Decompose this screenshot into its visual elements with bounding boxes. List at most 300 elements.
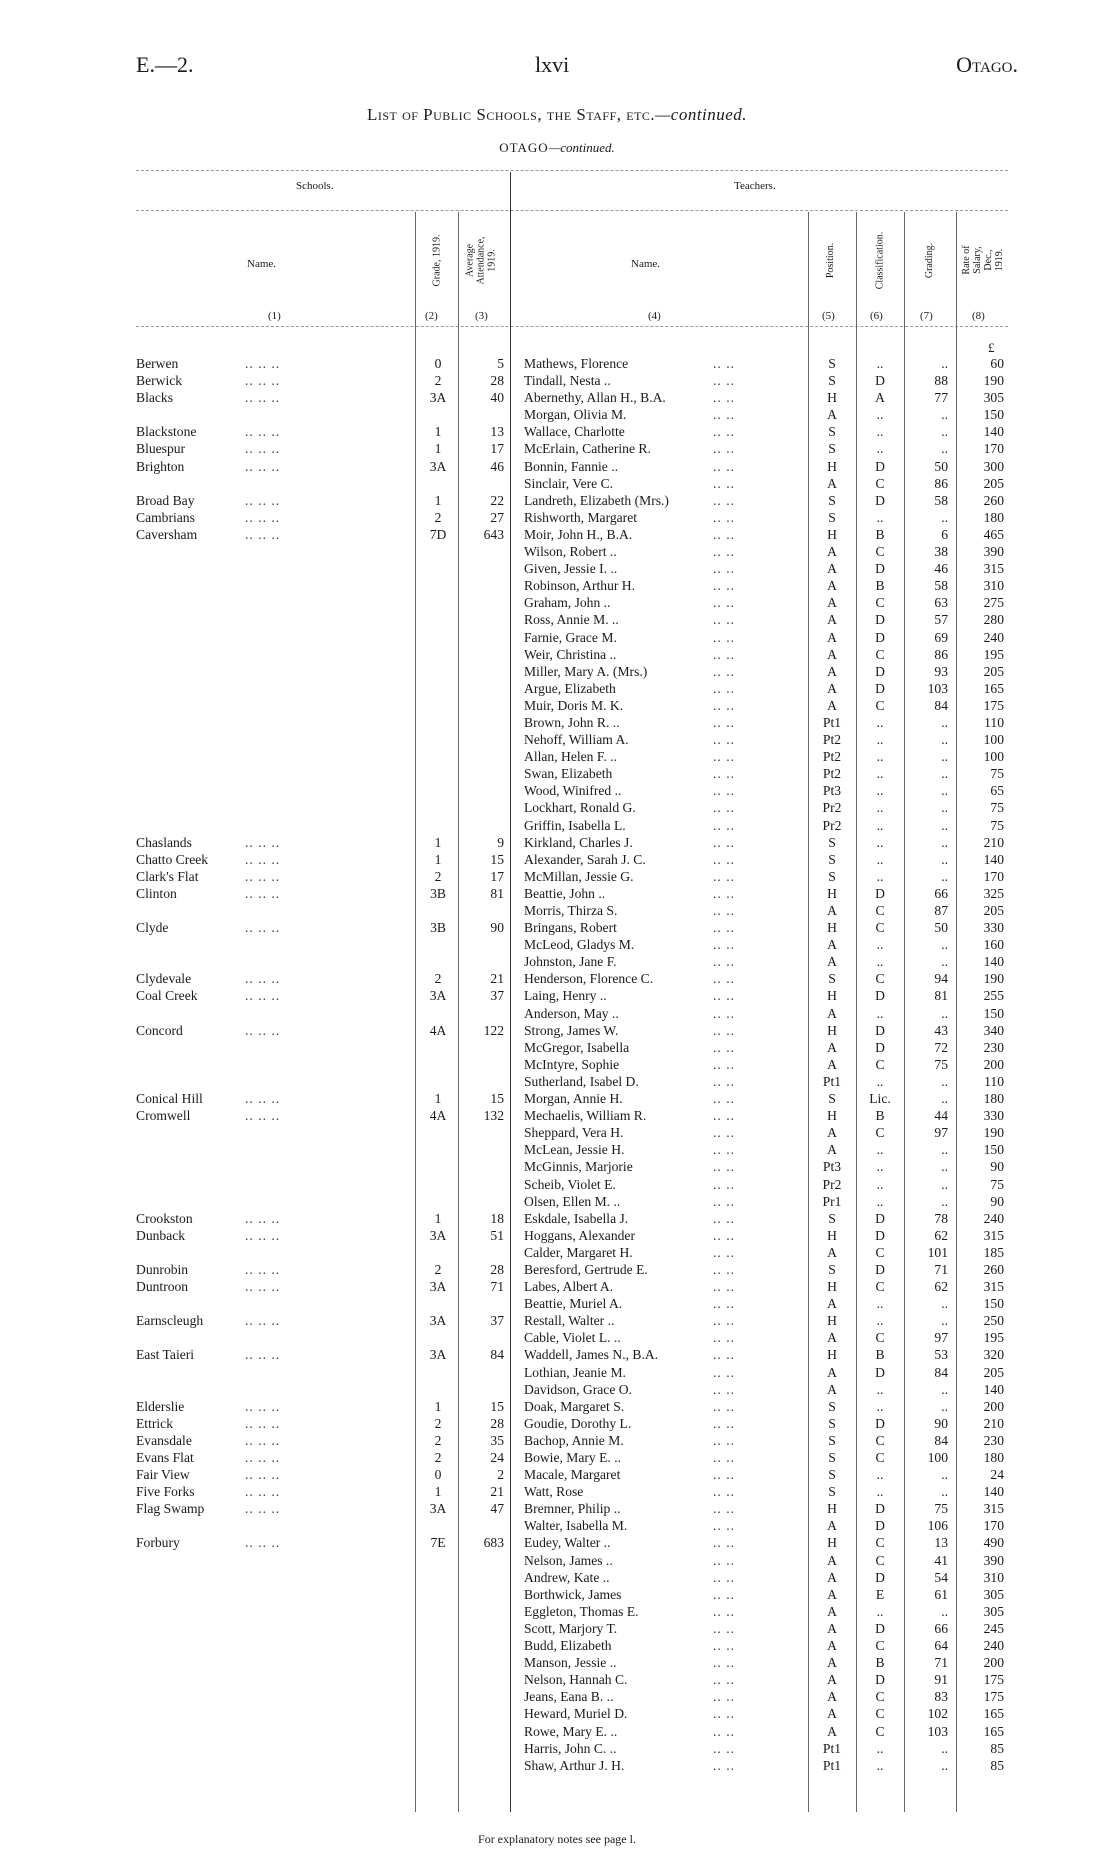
teacher-position: A [827,544,837,560]
table-row [0,577,1114,594]
salary-rate: 65 [990,783,1004,799]
leader-dots: .. .. [713,937,735,953]
teacher-position: A [827,1296,837,1312]
teacher-classification: .. [876,817,884,833]
leader-dots: .. .. [713,971,735,987]
salary-rate: 210 [983,834,1004,850]
salary-header: Rate of Salary, Dec., 1919. [961,245,1005,275]
teacher-grading: 57 [934,612,948,628]
teacher-grading: 94 [934,971,948,987]
teacher-grading: .. [941,1176,948,1192]
leader-dots: .. .. [713,920,735,936]
teacher-classification: .. [876,1484,884,1500]
page-code: E.—2. [136,52,194,77]
average-attendance: 84 [490,1347,504,1363]
teacher-name: Harris, John C. .. [524,1740,617,1756]
salary-rate: 180 [983,509,1004,525]
teacher-position: A [827,1518,837,1534]
group-header-rule [136,210,1008,211]
teacher-name: McErlain, Catherine R. [524,441,651,457]
teacher-name: Weir, Christina .. [524,646,617,662]
teacher-classification: D [875,1022,885,1038]
table-row [0,1586,1114,1603]
teacher-grading: 69 [934,629,948,645]
table-row [0,1141,1114,1158]
teacher-name: Strong, James W. [524,1022,619,1038]
teacher-position: A [827,578,837,594]
teacher-grading: .. [941,509,948,525]
table-row [0,680,1114,697]
teacher-classification: C [875,646,885,662]
teacher-classification: D [875,885,885,901]
table-row [0,1466,1114,1483]
leader-dots: .. .. [713,1569,735,1585]
school-grade: 3A [429,390,447,406]
teacher-name: Labes, Albert A. [524,1279,614,1295]
leader-dots: .. .. [713,1296,735,1312]
table-row [0,1364,1114,1381]
teacher-position: A [827,407,837,423]
teacher-position: Pt2 [822,766,842,782]
explanatory-note: For explanatory notes see page l. [478,1832,636,1846]
column-number: (3) [475,310,488,322]
salary-rate: 300 [983,458,1004,474]
staff-table-body [0,355,1114,1774]
school-grade: 1 [434,1398,442,1414]
leader-dots: .. .. .. [245,1398,281,1414]
salary-rate: 230 [983,1039,1004,1055]
leader-dots: .. .. [713,1227,735,1243]
salary-rate: 165 [983,680,1004,696]
school-name: Elderslie [136,1398,185,1414]
teacher-classification: .. [876,424,884,440]
salary-rate: 240 [983,1638,1004,1654]
leader-dots: .. .. [713,629,735,645]
table-row [0,1278,1114,1295]
teacher-position: H [827,458,837,474]
school-name: Cromwell [136,1108,191,1124]
salary-rate: 205 [983,663,1004,679]
teacher-name: Lothian, Jeanie M. [524,1364,626,1380]
teacher-classification: C [875,1056,885,1072]
teacher-position: A [827,1706,837,1722]
table-row [0,1176,1114,1193]
teacher-name: Waddell, James N., B.A. [524,1347,659,1363]
average-attendance: 22 [490,492,504,508]
leader-dots: .. .. [713,1022,735,1038]
leader-dots: .. .. [713,663,735,679]
school-grade: 2 [434,373,442,389]
teacher-name: Calder, Margaret H. [524,1244,633,1260]
teacher-grading: 13 [934,1535,948,1551]
school-grade: 7D [429,526,447,542]
teacher-grading: 63 [934,595,948,611]
teacher-name: Landreth, Elizabeth (Mrs.) [524,492,669,508]
leader-dots: .. .. [713,1638,735,1654]
table-row [0,1022,1114,1039]
salary-rate: 390 [983,1552,1004,1568]
teacher-position: S [828,492,836,508]
leader-dots: .. .. [713,1279,735,1295]
table-row [0,1620,1114,1637]
teacher-classification: .. [876,937,884,953]
teacher-classification: .. [876,509,884,525]
school-grade: 2 [434,1450,442,1465]
teacher-position: A [827,1056,837,1072]
teacher-grading: .. [941,1757,948,1773]
leader-dots: .. .. .. [245,1484,281,1500]
leader-dots: .. .. [713,1005,735,1021]
leader-dots: .. .. .. [245,1347,281,1363]
average-attendance: 37 [490,1313,504,1329]
teacher-grading: 103 [927,680,948,696]
salary-rate: 100 [983,732,1004,748]
table-row [0,1039,1114,1056]
teacher-name: Eskdale, Isabella J. [524,1210,629,1226]
leader-dots: .. .. [713,851,735,867]
table-row [0,1005,1114,1022]
teacher-grading: 62 [934,1227,948,1243]
table-row [0,1193,1114,1210]
leader-dots: .. .. [713,680,735,696]
table-row [0,1210,1114,1227]
school-grade: 1 [434,834,442,850]
salary-rate: 195 [983,1330,1004,1346]
leader-dots: .. .. [713,526,735,542]
teacher-classification: D [875,1415,885,1431]
leader-dots: .. .. [713,390,735,406]
leader-dots: .. .. [713,1039,735,1055]
school-name: Bluespur [136,441,186,457]
table-row [0,1740,1114,1757]
leader-dots: .. .. .. [245,834,281,850]
leader-dots: .. .. [713,1193,735,1209]
school-name: Evansdale [136,1432,192,1448]
teacher-grading: .. [941,937,948,953]
table-row [0,1637,1114,1654]
teacher-position: A [827,1005,837,1021]
teacher-classification: D [875,1672,885,1688]
teacher-grading: .. [941,868,948,884]
table-row [0,526,1114,543]
average-attendance: 28 [490,373,504,389]
salary-rate: 205 [983,903,1004,918]
teacher-name: Olsen, Ellen M. .. [524,1193,621,1209]
teacher-position: A [827,903,837,918]
school-name: Fair View [136,1467,190,1483]
school-name: Forbury [136,1535,180,1551]
teacher-position: A [827,1039,837,1055]
teacher-name: Sutherland, Isabel D. [524,1073,639,1089]
teacher-name: Mechaelis, William R. [524,1108,647,1124]
teacher-grading: 84 [934,1432,948,1448]
leader-dots: .. .. [713,903,735,918]
teacher-grading: 83 [934,1689,948,1705]
teacher-grading: .. [941,1467,948,1483]
teacher-grading: 97 [934,1330,948,1346]
teacher-grading: 81 [934,988,948,1004]
table-row [0,1534,1114,1551]
average-attendance: 35 [490,1432,504,1448]
teacher-classification: C [875,1552,885,1568]
school-name: Berwick [136,373,183,389]
table-row [0,1381,1114,1398]
teacher-position: H [827,390,837,406]
leader-dots: .. .. [713,1415,735,1431]
salary-rate: 85 [990,1740,1004,1756]
school-grade: 0 [434,356,442,371]
table-row [0,355,1114,372]
school-name: East Taieri [136,1347,195,1363]
school-name: Chatto Creek [136,851,209,867]
teacher-name: Argue, Elizabeth [524,680,616,696]
salary-rate: 60 [990,356,1004,371]
leader-dots: .. .. [713,783,735,799]
salary-rate: 165 [983,1706,1004,1722]
salary-rate: 280 [983,612,1004,628]
teacher-grading: 101 [927,1244,948,1260]
salary-rate: 185 [983,1244,1004,1260]
teacher-grading: 41 [934,1552,948,1568]
average-attendance: 27 [490,509,504,525]
teacher-grading: 100 [927,1450,948,1465]
table-row [0,1312,1114,1329]
leader-dots: .. .. [713,441,735,457]
salary-rate: 240 [983,1210,1004,1226]
leader-dots: .. .. [713,1313,735,1329]
teacher-position: A [827,954,837,970]
leader-dots: .. .. .. [245,1279,281,1295]
teachers-group-header: Teachers. [734,180,776,192]
table-row [0,987,1114,1004]
column-number: (1) [268,310,281,322]
teacher-position: A [827,475,837,491]
teacher-position: H [827,1108,837,1124]
leader-dots: .. .. .. [245,1261,281,1277]
table-row [0,885,1114,902]
column-number: (2) [425,310,438,322]
teacher-name: Johnston, Jane F. [524,954,617,970]
table-row [0,1158,1114,1175]
teacher-position: A [827,629,837,645]
teacher-classification: D [875,1261,885,1277]
teacher-position: A [827,1364,837,1380]
teacher-classification: B [875,578,885,594]
teacher-position: A [827,1620,837,1636]
teacher-name: Bremner, Philip .. [524,1501,621,1517]
page-number: lxvi [535,52,570,77]
teacher-classification: .. [876,800,884,816]
teacher-position: H [827,1313,837,1329]
teacher-name: Watt, Rose [524,1484,584,1500]
school-name: Five Forks [136,1484,195,1500]
column-header-rule [136,326,1008,327]
teacher-grading: 58 [934,492,948,508]
teacher-classification: D [875,663,885,679]
table-row [0,629,1114,646]
school-name: Evans Flat [136,1450,194,1465]
school-name: Clyde [136,920,169,936]
table-row [0,748,1114,765]
table-row [0,1295,1114,1312]
leader-dots: .. .. .. [245,356,281,371]
teacher-position: A [827,937,837,953]
teacher-name: Goudie, Dorothy L. [524,1415,632,1431]
table-row [0,389,1114,406]
teacher-grading: .. [941,1484,948,1500]
teacher-position: Pt1 [822,1073,842,1089]
teacher-name: Laing, Henry .. [524,988,607,1004]
teacher-grading: .. [941,783,948,799]
leader-dots: .. .. .. [245,1467,281,1483]
salary-rate: 150 [983,1296,1004,1312]
teacher-classification: B [875,1655,885,1671]
leader-dots: .. .. [713,1518,735,1534]
teacher-position: A [827,595,837,611]
leader-dots: .. .. [713,1056,735,1072]
leader-dots: .. .. .. [245,885,281,901]
table-row [0,1569,1114,1586]
teacher-position: Pr2 [822,800,842,816]
average-attendance: 90 [490,920,504,936]
teacher-position: A [827,1142,837,1158]
salary-rate: 245 [983,1620,1004,1636]
leader-dots: .. .. .. [245,1501,281,1517]
teacher-grading: 44 [934,1108,948,1124]
average-attendance: 683 [483,1535,504,1551]
leader-dots: .. .. [713,1620,735,1636]
leader-dots: .. .. [713,356,735,371]
average-attendance: 47 [490,1501,504,1517]
teacher-name: McGinnis, Marjorie [524,1159,633,1175]
table-row [0,440,1114,457]
teacher-grading: .. [941,749,948,765]
average-attendance: 24 [490,1450,504,1465]
table-row [0,406,1114,423]
leader-dots: .. .. .. [245,373,281,389]
teacher-classification: A [875,390,885,406]
teacher-name: Moir, John H., B.A. [524,526,633,542]
leader-dots: .. .. [713,509,735,525]
salary-rate: 260 [983,1261,1004,1277]
teacher-name: Graham, John .. [524,595,611,611]
school-grade: 1 [434,441,442,457]
teacher-position: A [827,561,837,577]
teacher-grading: 86 [934,475,948,491]
teacher-position: S [828,1467,836,1483]
average-attendance: 21 [490,1484,504,1500]
table-row [0,1090,1114,1107]
attendance-header: Average Attendance, 1919. [464,235,498,285]
salary-rate: 150 [983,407,1004,423]
school-grade: 3A [429,458,447,474]
salary-rate: 260 [983,492,1004,508]
teacher-position: S [828,1432,836,1448]
salary-rate: 140 [983,954,1004,970]
table-row [0,714,1114,731]
teacher-position: H [827,526,837,542]
leader-dots: .. .. .. [245,1450,281,1465]
salary-rate: 100 [983,749,1004,765]
teacher-position: S [828,373,836,389]
teacher-name: Walter, Isabella M. [524,1518,628,1534]
salary-rate: 315 [983,561,1004,577]
teacher-name: McMillan, Jessie G. [524,868,634,884]
leader-dots: .. .. [713,1091,735,1107]
table-row [0,1449,1114,1466]
teacher-grading: 43 [934,1022,948,1038]
teacher-classification: C [875,1432,885,1448]
teacher-classification: D [875,458,885,474]
teacher-grading: .. [941,1073,948,1089]
teacher-position: S [828,1210,836,1226]
salary-rate: 75 [990,766,1004,782]
table-row [0,868,1114,885]
table-row [0,1329,1114,1346]
teacher-classification: D [875,1227,885,1243]
salary-rate: 190 [983,1125,1004,1141]
teacher-name: Restall, Walter .. [524,1313,615,1329]
teacher-grading: 53 [934,1347,948,1363]
salary-rate: 180 [983,1091,1004,1107]
teacher-grading: 90 [934,1415,948,1431]
school-grade: 2 [434,1261,442,1277]
school-name: Clark's Flat [136,868,199,884]
leader-dots: .. .. [713,714,735,730]
teacher-name: Sinclair, Vere C. [524,475,614,491]
teacher-name: Eudey, Walter .. [524,1535,611,1551]
salary-rate: 340 [983,1022,1004,1038]
salary-rate: 315 [983,1227,1004,1243]
leader-dots: .. .. [713,800,735,816]
teacher-classification: .. [876,766,884,782]
average-attendance: 21 [490,971,504,987]
table-row [0,509,1114,526]
teacher-classification: C [875,697,885,713]
table-row [0,1056,1114,1073]
teacher-name: Given, Jessie I. .. [524,561,618,577]
teacher-grading: 84 [934,1364,948,1380]
teacher-classification: .. [876,1313,884,1329]
school-grade: 3A [429,1347,447,1363]
teacher-grading: 54 [934,1569,948,1585]
teacher-classification: .. [876,868,884,884]
table-row [0,594,1114,611]
teacher-grading: .. [941,1005,948,1021]
table-row [0,1346,1114,1363]
leader-dots: .. .. [713,1364,735,1380]
teacher-classification: D [875,1569,885,1585]
school-name: Coal Creek [136,988,198,1004]
leader-dots: .. .. [713,1125,735,1141]
teacher-grading: .. [941,1740,948,1756]
teacher-position: H [827,920,837,936]
teacher-name: Mathews, Florence [524,356,629,371]
average-attendance: 15 [490,1091,504,1107]
grade-header: Grade, 1919. [431,234,443,286]
teacher-name: Anderson, May .. [524,1005,619,1021]
teacher-classification: D [875,1210,885,1226]
salary-rate: 170 [983,868,1004,884]
average-attendance: 28 [490,1261,504,1277]
teacher-classification: D [875,492,885,508]
leader-dots: .. .. [713,1706,735,1722]
leader-dots: .. .. [713,697,735,713]
table-row [0,919,1114,936]
teacher-classification: .. [876,1467,884,1483]
salary-rate: 465 [983,526,1004,542]
salary-rate: 160 [983,937,1004,953]
